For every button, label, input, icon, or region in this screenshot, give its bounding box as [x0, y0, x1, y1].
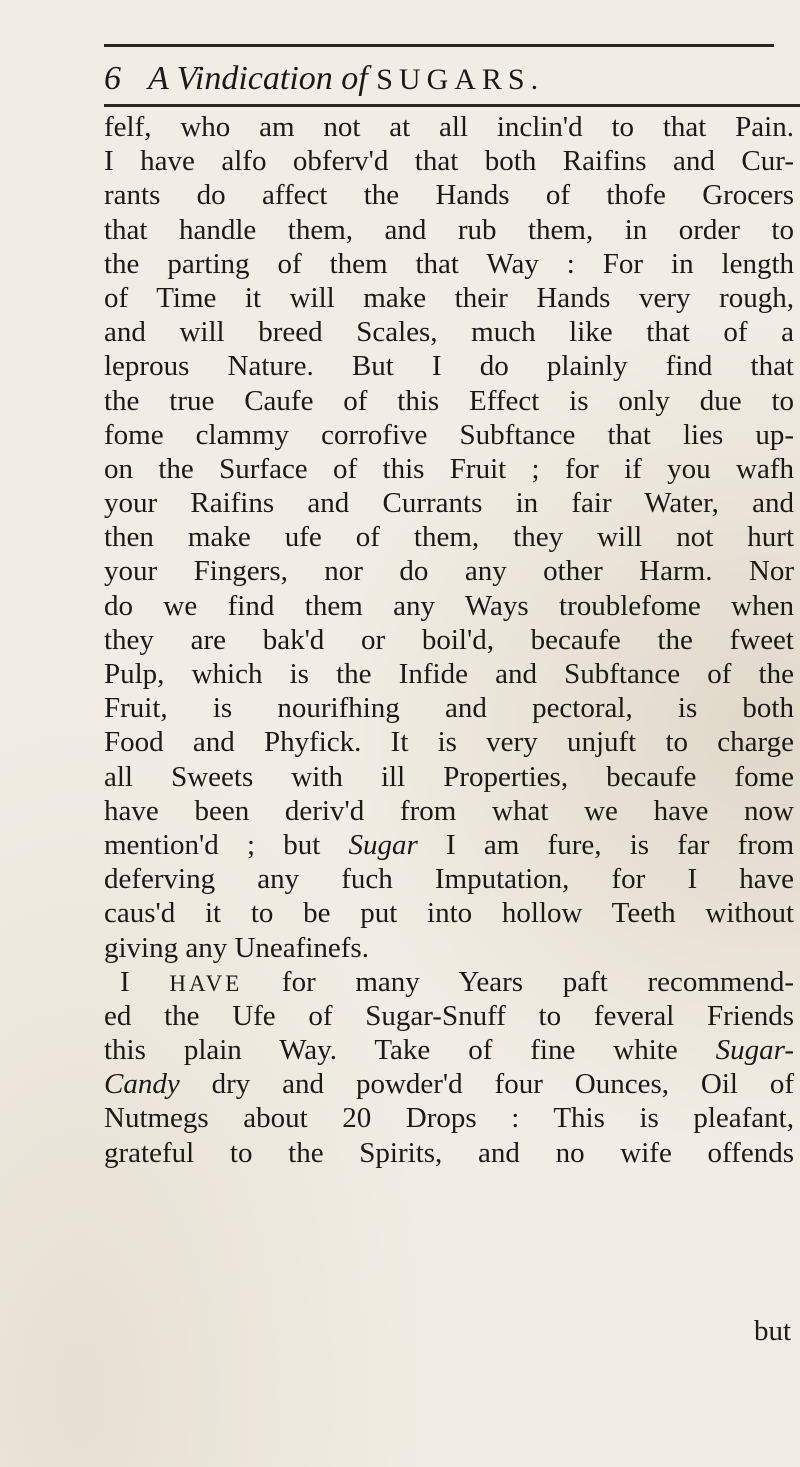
text-line: your Fingers, nor do any other Harm. Nor [104, 555, 794, 588]
text-line: and will breed Scales, much like that of a [104, 316, 794, 349]
text-line: then make ufe of them, they will not hurt [104, 521, 794, 554]
catchword: but [754, 1315, 792, 1347]
text-line: all Sweets with ill Properties, becaufe fome [104, 760, 794, 793]
header-rule [104, 104, 800, 107]
italic-word: Sugar- [715, 1034, 795, 1067]
text-line: deferving any fuch Imputation, for I have [104, 863, 794, 896]
text-line: Food and Phyfick. It is very unjuft to charge [104, 726, 794, 759]
text-line: they are bak'd or boil'd, becaufe the fweet [104, 623, 794, 656]
text-line: on the Surface of this Fruit ; for if you wafh [104, 452, 794, 485]
text-line: ed the Ufe of Sugar-Snuff to feveral Friends [104, 999, 794, 1032]
text-line: I have alfo obferv'd that both Raifins and Cur- [104, 145, 794, 178]
text-line [104, 1033, 794, 1067]
text-line: Pulp, which is the Infide and Subftance of the [104, 658, 794, 690]
text-line: the true Caufe of this Effect is only due to [104, 384, 794, 417]
text-line: your Raifins and Currants in fair Water, and [104, 487, 794, 520]
body-text [104, 110, 794, 1170]
text-line: Nutmegs about 20 Drops : This is pleafant, [104, 1102, 794, 1135]
text-segment: I am fure, is far from [446, 828, 795, 861]
text-line: have been deriv'd from what we have now [104, 794, 794, 827]
running-head-title: A Vindication of [148, 60, 368, 97]
text-line: caus'd it to be put into hollow Teeth without [104, 897, 794, 930]
top-rule [104, 44, 774, 47]
italic-word: Sugar [348, 828, 418, 861]
text-line: felf, who am not at all inclin'd to that Pain. [104, 111, 794, 143]
running-head-caps: SUGARS. [376, 63, 545, 96]
text-line: Fruit, is nourifhing and pectoral, is both [104, 692, 794, 725]
text-line: that handle them, and rub them, in order to [104, 213, 794, 246]
text-line: the parting of them that Way : For in length [104, 247, 794, 280]
paragraph-initial: I [120, 965, 130, 998]
text-line: leprous Nature. But I do plainly find that [104, 350, 794, 383]
text-segment: mention'd ; but [104, 828, 321, 861]
text-segment: this plain Way. Take of fine white [104, 1034, 678, 1067]
text-line: do we find them any Ways troublefome when [104, 589, 794, 622]
text-line: grateful to the Spirits, and no wife offends [104, 1136, 794, 1169]
running-head [148, 60, 544, 98]
page-number: 6 [104, 60, 121, 97]
text-line [104, 828, 794, 862]
text-line: fome clammy corrofive Subftance that lies up- [104, 418, 794, 451]
text-line: of Time it will make their Hands very rough, [104, 281, 794, 314]
italic-word: Candy [104, 1068, 180, 1101]
text-line: giving any Uneafinefs. [104, 931, 369, 964]
text-segment: for many Years paft recommend- [281, 965, 795, 998]
text-line [104, 1067, 794, 1101]
text-line: rants do affect the Hands of thofe Grocers [104, 179, 794, 212]
text-line [104, 965, 794, 999]
small-caps-word: HAVE [169, 970, 243, 996]
text-segment: dry and powder'd four Ounces, Oil of [211, 1068, 794, 1101]
page-header [104, 56, 774, 106]
